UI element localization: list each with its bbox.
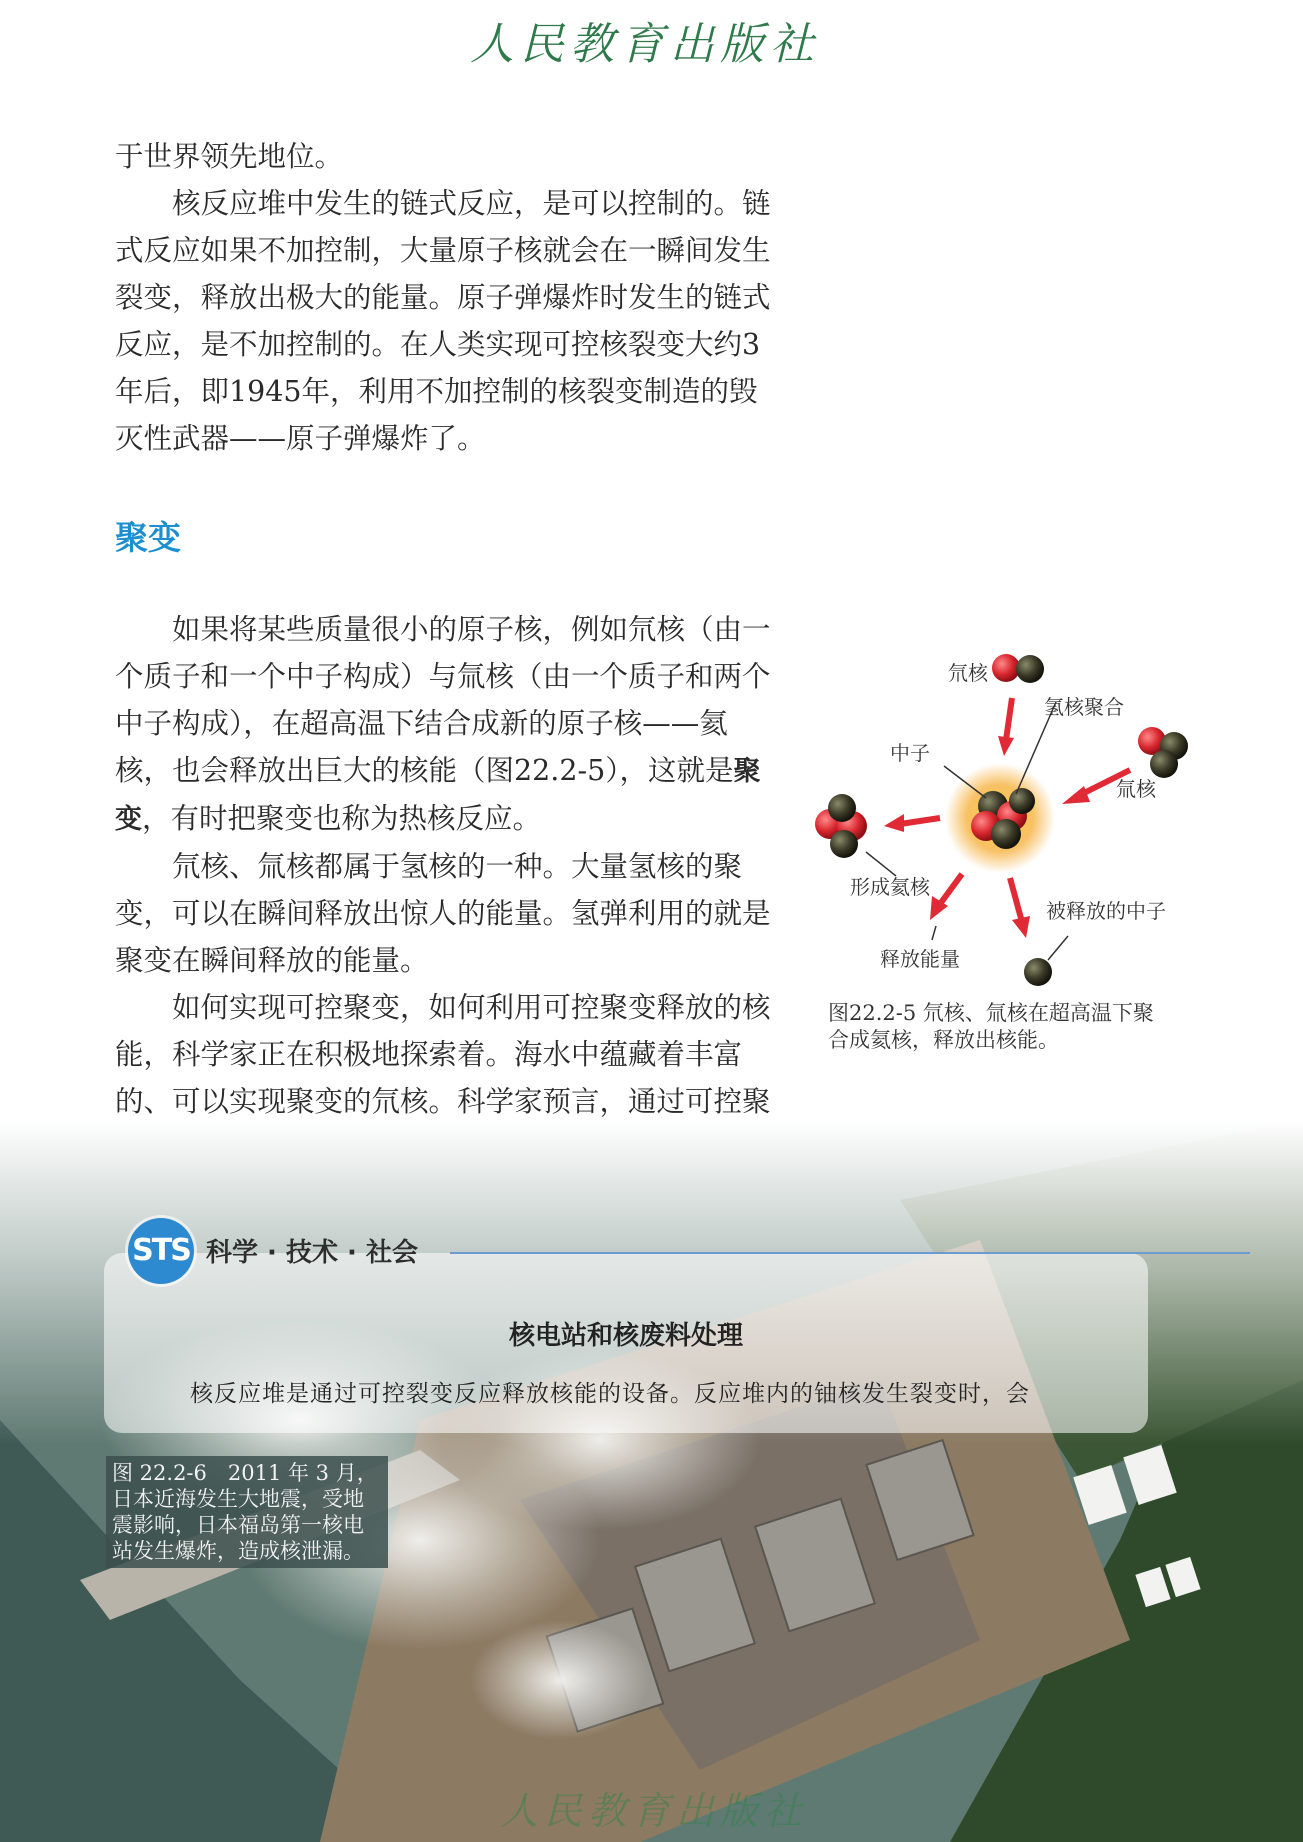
photo-caption: 图 22.2-6 2011 年 3 月，日本近海发生大地震，受地震影响，日本福岛第一核电站发生爆炸，造成核泄漏。 <box>106 1456 388 1568</box>
paragraph <box>115 606 780 843</box>
sts-header <box>128 1218 1128 1284</box>
footer-logo: 人民教育出版社 <box>500 1789 809 1830</box>
publisher-logo: 人民教育出版社 <box>470 19 820 68</box>
label-tritium: 氚核 <box>1116 777 1156 801</box>
sts-divider <box>450 1252 1250 1254</box>
sts-title: 核电站和核废料处理 <box>508 1321 743 1351</box>
label-deuterium: 氘核 <box>948 661 988 685</box>
figure-caption: 图22.2-5 氘核、氚核在超高温下聚合成氦核，释放出核能。 <box>828 1001 1154 1052</box>
paragraph: 如何实现可控聚变，如何利用可控聚变释放的核能，科学家正在积极地探索着。海水中蕴藏着丰富的、可以实现聚变的氘核。科学家预言，通过可控聚 <box>115 991 771 1118</box>
paragraph: 核反应堆中发生的链式反应，是可以控制的。链式反应如果不加控制，大量原子核就会在一瞬间发生裂变，释放出极大的能量。原子弹爆炸时发生的链式反应，是不加控制的。在人类实现可控核裂变大约3年后，即1945年，利用不加控制的核裂变制造的毁灭性武器——原子弹爆炸了。 <box>115 187 771 455</box>
text-run: ，有时把聚变也称为热核反应。 <box>142 802 542 835</box>
label-released-neutron: 被释放的中子 <box>1046 899 1166 923</box>
label-neutron: 中子 <box>890 741 930 765</box>
tritium-nucleus <box>1138 727 1188 778</box>
sts-text: 核反应堆是通过可控裂变反应释放核能的设备。反应堆内的铀核发生裂变时，会 <box>190 1381 1030 1407</box>
key-term: 聚变 <box>115 756 761 835</box>
section-heading: 聚变 <box>115 518 181 557</box>
label-energy: 释放能量 <box>880 947 960 971</box>
text-block-fission <box>115 133 780 462</box>
label-hydrogen-fusion: 氢核聚合 <box>1044 695 1124 719</box>
released-neutron <box>1024 958 1052 986</box>
text-block-fusion <box>115 606 780 1172</box>
paragraph: 于世界领先地位。 <box>115 140 344 173</box>
fusion-diagram <box>800 636 1210 996</box>
sts-logo-icon: STS <box>128 1218 194 1284</box>
helium-nucleus <box>815 794 867 858</box>
paragraph: 氘核、氚核都属于氢核的一种。大量氢核的聚变，可以在瞬间释放出惊人的能量。氢弹利用的就是聚变在瞬间释放的能量。 <box>115 850 771 977</box>
sts-label: 科学 · 技术 · 社会 <box>206 1238 418 1268</box>
label-helium: 形成氦核 <box>850 875 930 899</box>
deuterium-nucleus <box>992 654 1044 683</box>
text-run: 如果将某些质量很小的原子核，例如氘核（由一个质子和一个中子构成）与氚核（由一个质子和两个中子构成），在超高温下结合成新的原子核——氦核，也会释放出巨大的核能（图22.2-5），这就是 <box>115 613 771 787</box>
